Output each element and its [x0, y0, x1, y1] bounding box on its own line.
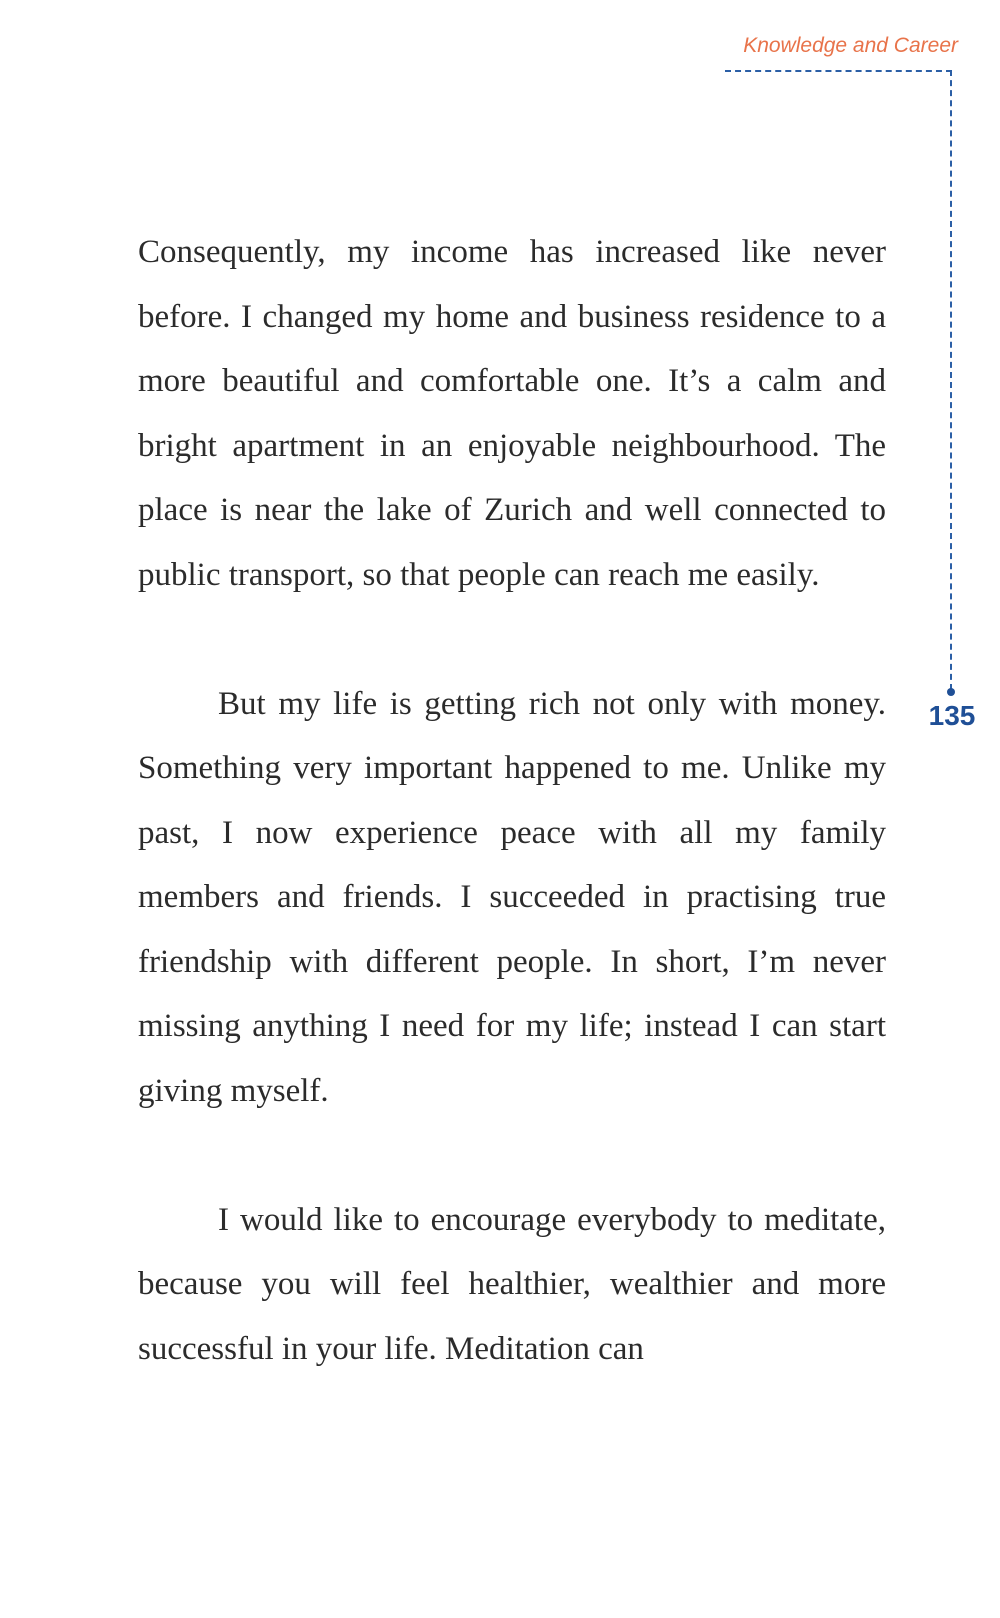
paragraph-1: Consequently, my income has increased like never before. I changed my home and business residence to a more beautiful and comfortable one. It’s a calm and bright apartment in an enjoyable neighbourhood. The place is near the lake of Zurich and well connected to public transport, so that people can reach me easily. — [138, 234, 886, 593]
paragraph-3: I would like to encourage everybody to meditate, because you will feel healthier, wealthier and more successful in your life. Meditation can — [138, 1201, 886, 1367]
margin-dashed-rule — [950, 70, 952, 690]
paragraph-2: But my life is getting rich not only with money. Something very important happened to me. Unlike my past, I now experience peace with all my family members and friends. I succeeded in practising true friendship with different people. In short, I’m never missing anything I need for my life; instead I can start giving myself. — [138, 685, 886, 1109]
header-dashed-rule — [725, 70, 952, 72]
running-header: Knowledge and Career — [743, 34, 958, 57]
page-number: 135 — [928, 700, 976, 731]
body-text — [138, 220, 886, 1446]
rule-end-dot — [947, 688, 955, 696]
